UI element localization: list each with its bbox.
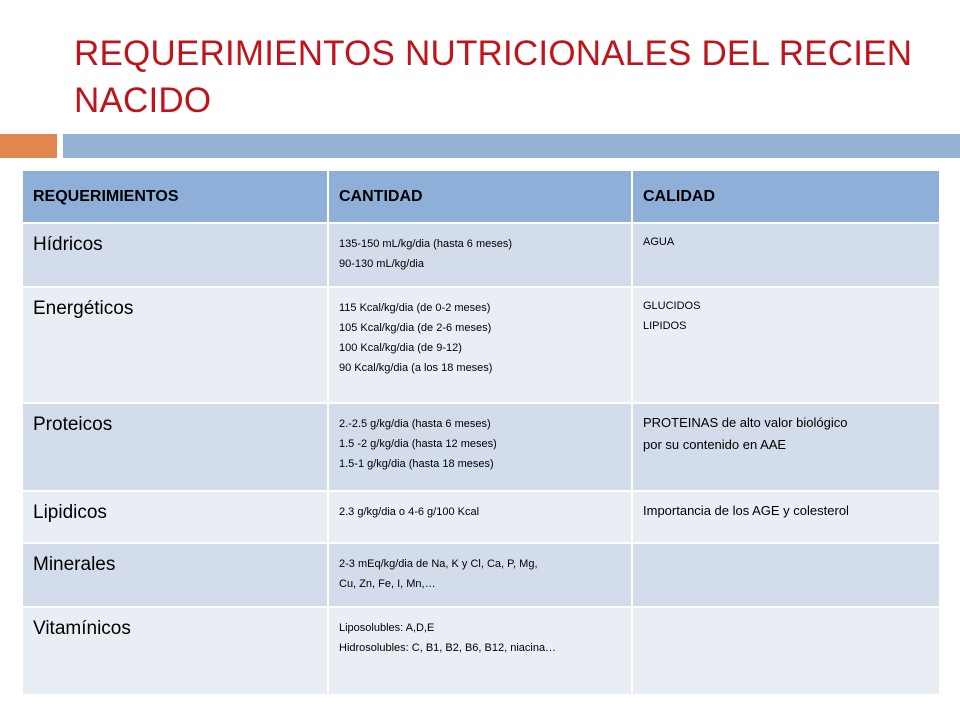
quality-cell: [632, 491, 939, 543]
quantity-cell: [328, 491, 632, 543]
quantity-line: 2.3 g/kg/dia o 4-6 g/100 Kcal: [339, 506, 480, 518]
quantity-line: 1.5 -2 g/kg/dia (hasta 12 meses): [339, 438, 497, 450]
quality-cell: [632, 607, 939, 695]
quality-cell: [632, 403, 939, 491]
quantity-line: 90-130 mL/kg/dia: [339, 258, 424, 270]
requirement-name: Energéticos: [23, 287, 328, 403]
quantity-line: 2-3 mEq/kg/dia de Na, K y Cl, Ca, P, Mg,: [339, 558, 538, 570]
accent-bar: [0, 134, 57, 158]
quantity-line: 90 Kcal/kg/dia (a los 18 meses): [339, 362, 493, 374]
quantity-cell: [328, 287, 632, 403]
quantity-cell: [328, 543, 632, 607]
quality-line: por su contenido en AAE: [643, 437, 787, 452]
table-row: [23, 491, 939, 543]
quality-cell: [632, 223, 939, 287]
quality-line: GLUCIDOS: [643, 300, 701, 312]
requirement-name: Minerales: [23, 543, 328, 607]
quantity-line: 135-150 mL/kg/dia (hasta 6 meses): [339, 238, 513, 250]
quantity-line: 115 Kcal/kg/dia (de 0-2 meses): [339, 302, 491, 314]
requirement-name: Proteicos: [23, 403, 328, 491]
quality-line: AGUA: [643, 236, 675, 248]
quantity-cell: [328, 223, 632, 287]
requirements-table: [23, 171, 939, 696]
table-row: [23, 223, 939, 287]
table-row: [23, 287, 939, 403]
header-cantidad: CANTIDAD: [328, 171, 632, 223]
quantity-line: 2.-2.5 g/kg/dia (hasta 6 meses): [339, 418, 491, 430]
slide-title: REQUERIMIENTOS NUTRICIONALES DEL RECIEN NACIDO: [74, 34, 913, 120]
table-row: [23, 607, 939, 695]
quantity-line: Liposolubles: A,D,E: [339, 622, 435, 634]
quality-cell: [632, 287, 939, 403]
quality-line: LIPIDOS: [643, 320, 687, 332]
table-row: [23, 403, 939, 491]
requirement-name: Vitamínicos: [23, 607, 328, 695]
quantity-line: 1.5-1 g/kg/dia (hasta 18 meses): [339, 458, 494, 470]
requirement-name: Lipidicos: [23, 491, 328, 543]
quantity-line: Hidrosolubles: C, B1, B2, B6, B12, niacina…: [339, 642, 557, 654]
quality-line: Importancia de los AGE y colesterol: [643, 503, 849, 518]
quantity-line: 105 Kcal/kg/dia (de 2-6 meses): [339, 322, 492, 334]
quality-line: PROTEINAS de alto valor biológico: [643, 415, 848, 430]
quantity-cell: [328, 607, 632, 695]
header-requerimientos: REQUERIMIENTOS: [23, 171, 328, 223]
quality-cell: [632, 543, 939, 607]
quantity-cell: [328, 403, 632, 491]
table-header-row: [23, 171, 939, 223]
requirement-name: Hídricos: [23, 223, 328, 287]
table-row: [23, 543, 939, 607]
quantity-line: 100 Kcal/kg/dia (de 9-12): [339, 342, 462, 354]
quantity-line: Cu, Zn, Fe, I, Mn,…: [339, 578, 436, 590]
header-calidad: CALIDAD: [632, 171, 939, 223]
accent-strip: [63, 134, 960, 158]
